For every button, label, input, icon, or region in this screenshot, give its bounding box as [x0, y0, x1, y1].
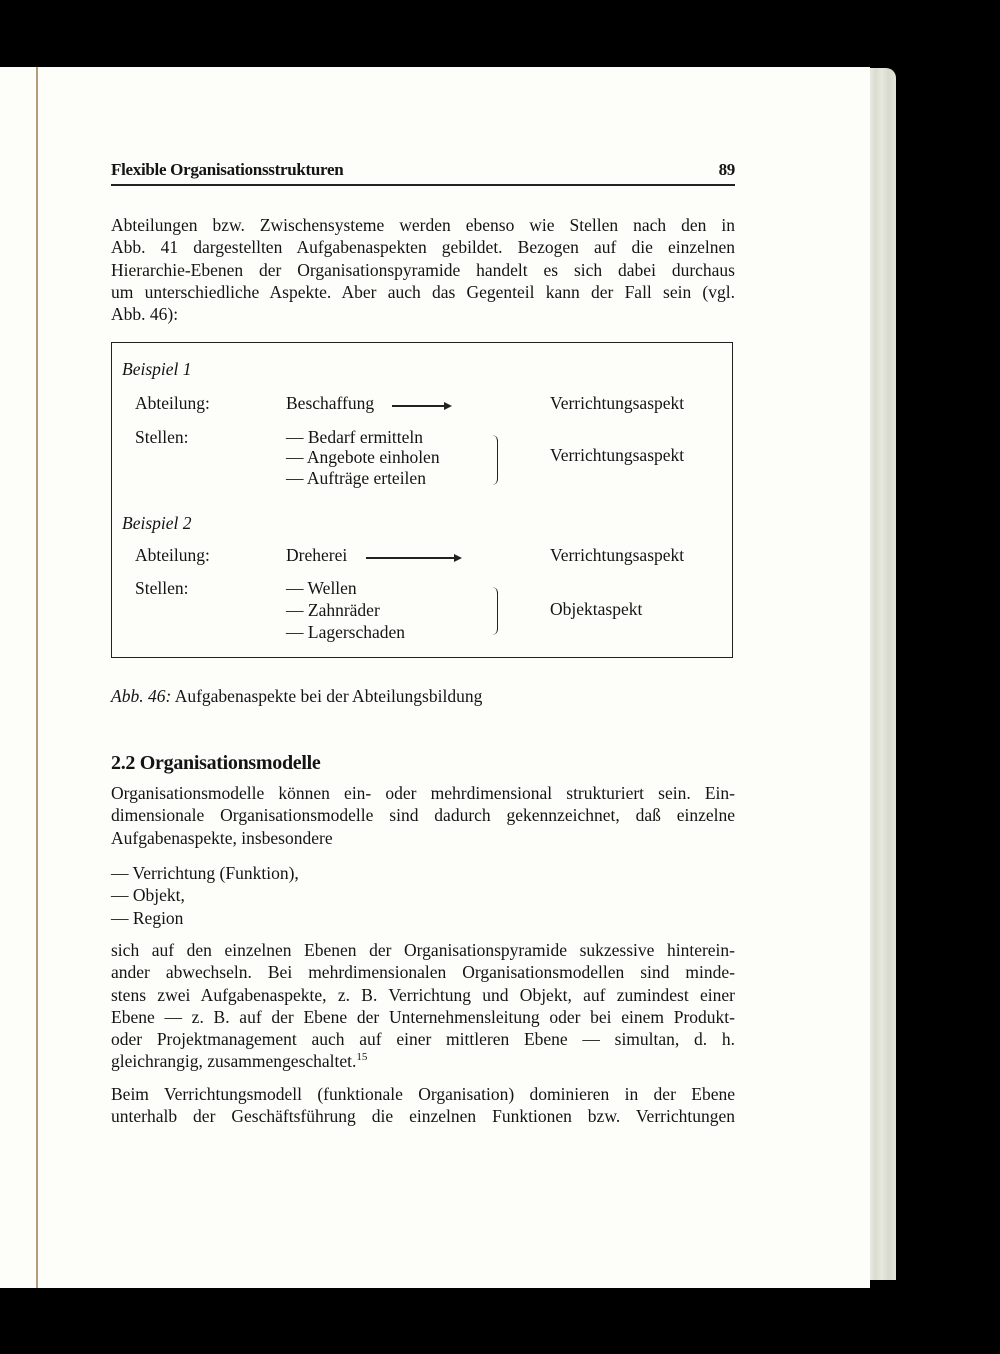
text-line: Organisationsmodelle können ein- oder mehrdimensional strukturiert sein. Ein-	[111, 783, 735, 803]
text-line: Ebene — z. B. auf der Ebene der Unternehmensleitung oder bei einem Produkt-	[111, 1006, 735, 1027]
intro-paragraph	[111, 214, 735, 325]
page-stack-edge	[870, 68, 896, 1280]
section-paragraph-2	[111, 939, 735, 1073]
text-line: stens zwei Aufgabenaspekte, z. B. Verrichtung und Objekt, auf zumindest einer	[111, 984, 735, 1005]
department-aspect: Verrichtungsaspekt	[550, 393, 685, 413]
text-line: Abb. 41 dargestellten Aufgabenaspekten gebildet. Bezogen auf die einzelnen	[111, 237, 735, 258]
figure-caption	[111, 686, 482, 707]
brace-icon	[489, 587, 498, 635]
text-line: Abteilungen bzw. Zwischensysteme werden ebenso wie Stellen nach den in	[111, 215, 735, 235]
list-item: — Verrichtung (Funktion),	[111, 863, 299, 883]
example-title: Beispiel 1	[122, 359, 192, 379]
text-line: um unterschiedliche Aspekte. Aber auch das Gegenteil kann der Fall sein (vgl.	[111, 281, 735, 302]
arrow-right-icon	[366, 557, 460, 559]
department-name: Dreherei	[286, 545, 348, 565]
position-item: — Zahnräder	[286, 600, 380, 620]
section-heading: 2.2 Organisationsmodelle	[111, 752, 321, 774]
position-item: — Wellen	[286, 578, 357, 598]
list-item: — Region	[111, 907, 184, 928]
arrow-right-icon	[392, 405, 450, 407]
department-aspect: Verrichtungsaspekt	[550, 545, 685, 565]
text-line: Beim Verrichtungsmodell (funktionale Organisation) dominieren in der Ebene	[111, 1084, 735, 1104]
figure-46-box	[111, 342, 733, 658]
text-line: Hierarchie-Ebenen der Organisationspyramide handelt es sich dabei durchaus	[111, 259, 735, 280]
positions-label: Stellen:	[135, 427, 189, 447]
running-title: Flexible Organisationsstrukturen	[111, 160, 344, 179]
section-paragraph-3	[111, 1083, 735, 1128]
text-line: Abb. 46):	[111, 304, 179, 325]
position-item: — Lagerschaden	[286, 622, 406, 642]
binding-line	[36, 67, 38, 1288]
positions-label: Stellen:	[135, 578, 189, 598]
text-line: unterhalb der Geschäftsführung die einzelnen Funktionen bzw. Verrichtungen	[111, 1106, 735, 1127]
positions-aspect: Objektaspekt	[550, 599, 643, 619]
caption-label: Abb. 46:	[111, 686, 172, 706]
department-label: Abteilung:	[135, 545, 210, 565]
position-item: — Angebote einholen	[286, 447, 440, 467]
department-name: Beschaffung	[286, 393, 375, 413]
positions-aspect: Verrichtungsaspekt	[550, 445, 685, 465]
list-item: — Objekt,	[111, 885, 185, 906]
footnote-reference[interactable]: 15	[356, 1051, 368, 1064]
section-paragraph-1	[111, 782, 735, 849]
position-item: — Aufträge erteilen	[286, 468, 426, 488]
page-number: 89	[718, 160, 735, 179]
text-line: ander abwechseln. Bei mehrdimensionalen Organisationsmodellen sind minde-	[111, 962, 735, 983]
header-rule	[111, 184, 735, 186]
brace-icon	[489, 435, 498, 485]
example-title: Beispiel 2	[122, 513, 192, 533]
text-line: oder Projektmanagement auch auf einer mittleren Ebene — simultan, d. h.	[111, 1029, 735, 1050]
text-line: dimensionale Organisationsmodelle sind dadurch gekennzeichnet, daß einzelne	[111, 805, 735, 826]
text-line: sich auf den einzelnen Ebenen der Organisationspyramide sukzessive hinterein-	[111, 940, 735, 960]
caption-text: Aufgabenaspekte bei der Abteilungsbildung	[174, 686, 483, 706]
text-line	[111, 1050, 735, 1072]
text-line-content: gleichrangig, zusammengeschaltet.	[111, 1051, 357, 1072]
text-line: Aufgabenaspekte, insbesondere	[111, 827, 333, 848]
position-item: — Bedarf ermitteln	[286, 427, 424, 447]
department-label: Abteilung:	[135, 393, 210, 413]
aspect-list	[111, 862, 299, 929]
